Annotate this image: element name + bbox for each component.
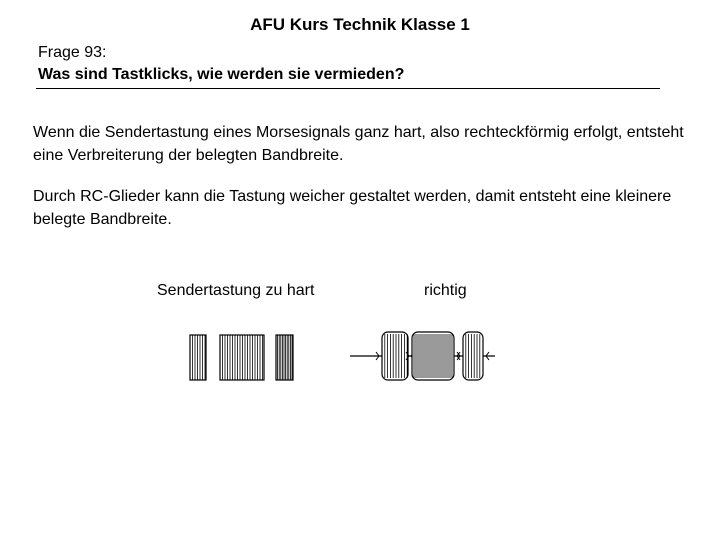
hard-burst-3	[276, 335, 293, 380]
hard-burst-1	[190, 335, 206, 380]
hard-burst-2	[220, 335, 264, 380]
soft-burst-1	[376, 332, 414, 380]
caption-hard-keying: Sendertastung zu hart	[157, 282, 315, 299]
caption-correct-keying: richtig	[424, 282, 467, 299]
divider-line	[36, 88, 660, 89]
soft-burst-2	[406, 332, 460, 380]
answer-paragraph-2: Durch RC-Glieder kann die Tastung weicher gestaltet werden, damit entsteht eine kleinere belegte Bandbreite.	[33, 188, 672, 228]
page-title: AFU Kurs Technik Klasse 1	[250, 15, 470, 34]
hard-keying-diagram	[185, 333, 300, 383]
question-text: Was sind Tastklicks, wie werden sie vermieden?	[38, 66, 405, 83]
question-number: Frage 93:	[38, 44, 107, 61]
answer-paragraph-1: Wenn die Sendertastung eines Morsesignals ganz hart, also rechteckförmig erfolgt, entsteht eine Verbreiterung der belegten Bandbreite.	[33, 124, 684, 164]
soft-keying-diagram	[350, 330, 500, 385]
